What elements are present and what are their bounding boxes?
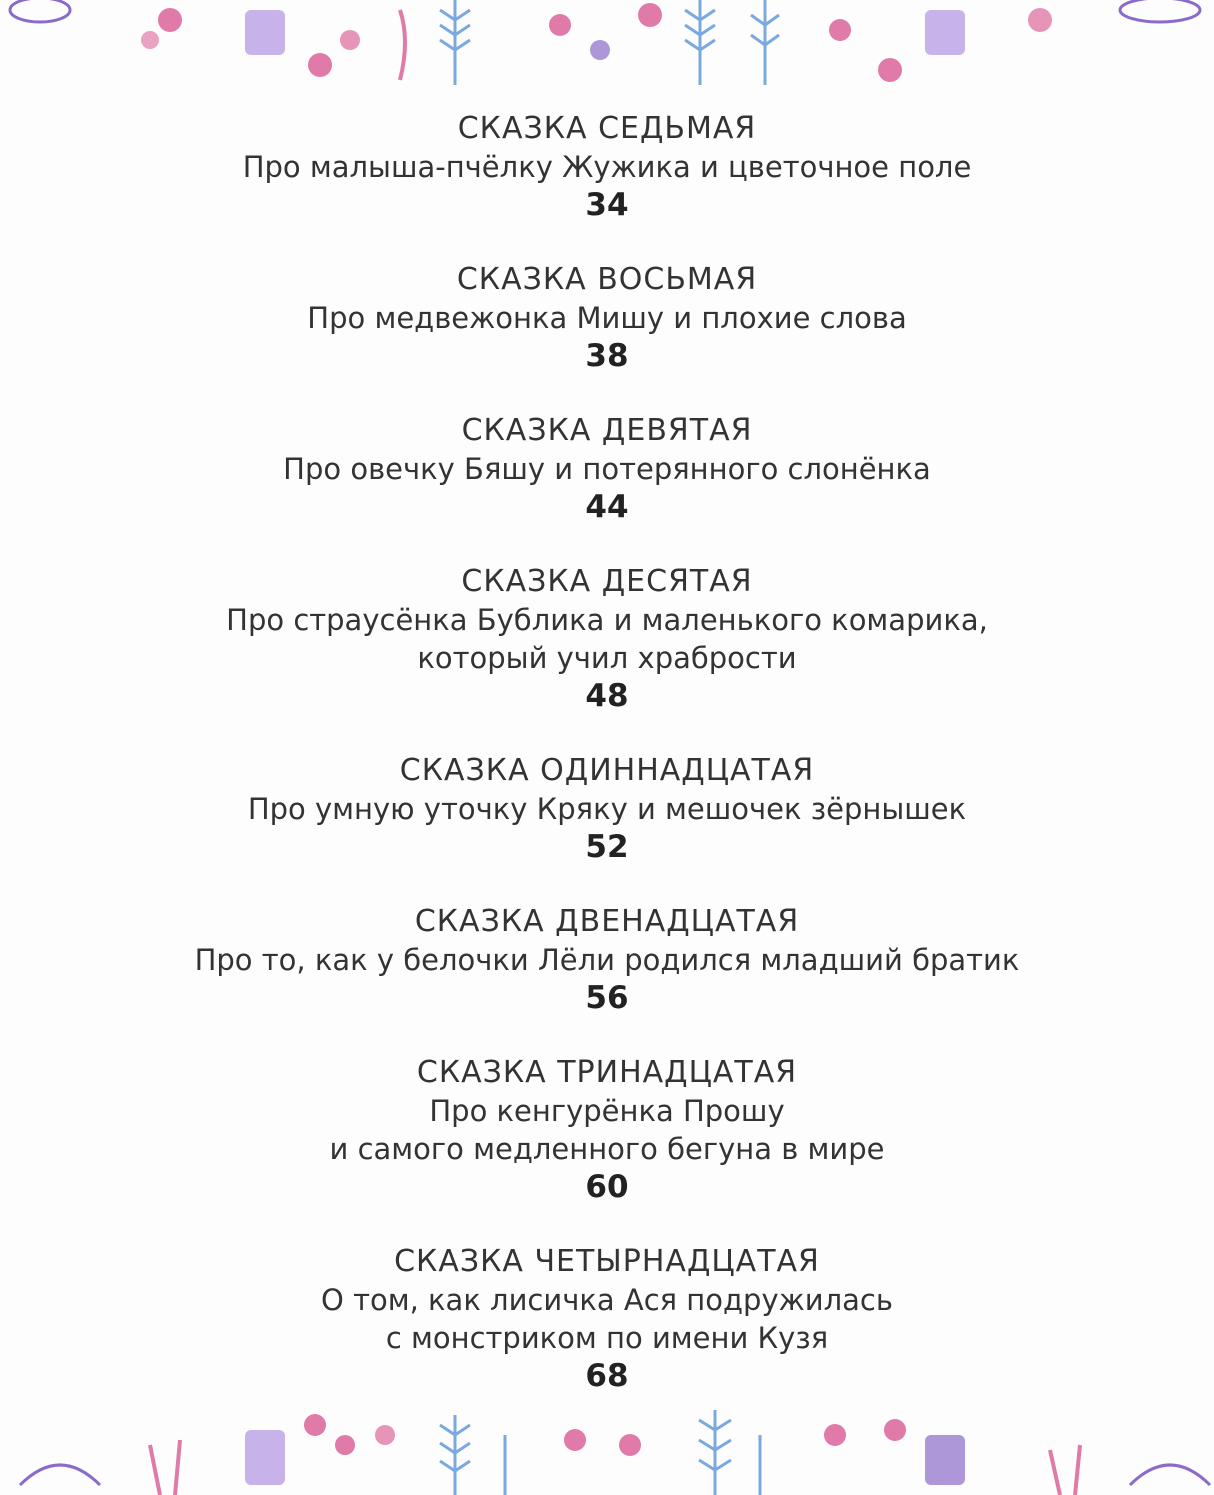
entry-title-line: Про кенгурёнка Прошу: [429, 1094, 785, 1128]
entry-title-line: Про умную уточку Кряку и мешочек зёрнышек: [247, 792, 967, 826]
entry-page-number: 38: [585, 338, 629, 374]
entry-label: СКАЗКА ЧЕТЫРНАДЦАТАЯ: [394, 1244, 820, 1279]
floral-border-bottom: [0, 1405, 1214, 1495]
toc-entry[interactable]: [0, 261, 1214, 375]
entry-label: СКАЗКА ТРИНАДЦАТАЯ: [416, 1055, 798, 1090]
entry-page-number: 52: [585, 829, 629, 865]
entry-page-number: 56: [585, 980, 629, 1016]
toc-entry[interactable]: [0, 563, 1214, 715]
entry-label: СКАЗКА ВОСЬМАЯ: [456, 262, 758, 297]
toc-entry[interactable]: [0, 412, 1214, 526]
toc-entry[interactable]: [0, 1243, 1214, 1395]
entry-title-line: и самого медленного бегуна в мире: [329, 1132, 885, 1166]
toc-entry[interactable]: [0, 752, 1214, 866]
floral-border-top: [0, 0, 1214, 90]
entry-page-number: 48: [585, 678, 629, 714]
entry-title-line: Про страусёнка Бублика и маленького комарика,: [226, 603, 988, 637]
entry-title-line: Про медвежонка Мишу и плохие слова: [307, 301, 907, 335]
table-of-contents: [0, 110, 1214, 1432]
toc-entry[interactable]: [0, 110, 1214, 224]
entry-page-number: 68: [585, 1358, 629, 1394]
entry-label: СКАЗКА ДЕСЯТАЯ: [461, 564, 753, 599]
entry-title-line: О том, как лисичка Ася подружилась: [321, 1283, 893, 1317]
flower-icon: [10, 0, 1200, 85]
toc-entry[interactable]: [0, 903, 1214, 1017]
entry-page-number: 44: [585, 489, 629, 525]
entry-title-line: с монстриком по имени Кузя: [385, 1321, 829, 1355]
toc-entry[interactable]: [0, 1054, 1214, 1206]
entry-page-number: 34: [585, 187, 629, 223]
entry-label: СКАЗКА СЕДЬМАЯ: [457, 111, 757, 146]
entry-label: СКАЗКА ДЕВЯТАЯ: [461, 413, 753, 448]
entry-title-line: Про овечку Бяшу и потерянного слонёнка: [283, 452, 931, 486]
entry-title-line: Про то, как у белочки Лёли родился младший братик: [194, 943, 1020, 977]
entry-title-line: который учил храбрости: [417, 641, 797, 675]
entry-title-line: Про малыша-пчёлку Жужика и цветочное поле: [242, 150, 972, 184]
entry-label: СКАЗКА ОДИННАДЦАТАЯ: [399, 753, 815, 788]
entry-page-number: 60: [585, 1169, 629, 1205]
flower-icon: [20, 1410, 1210, 1495]
entry-label: СКАЗКА ДВЕНАДЦАТАЯ: [414, 904, 800, 939]
